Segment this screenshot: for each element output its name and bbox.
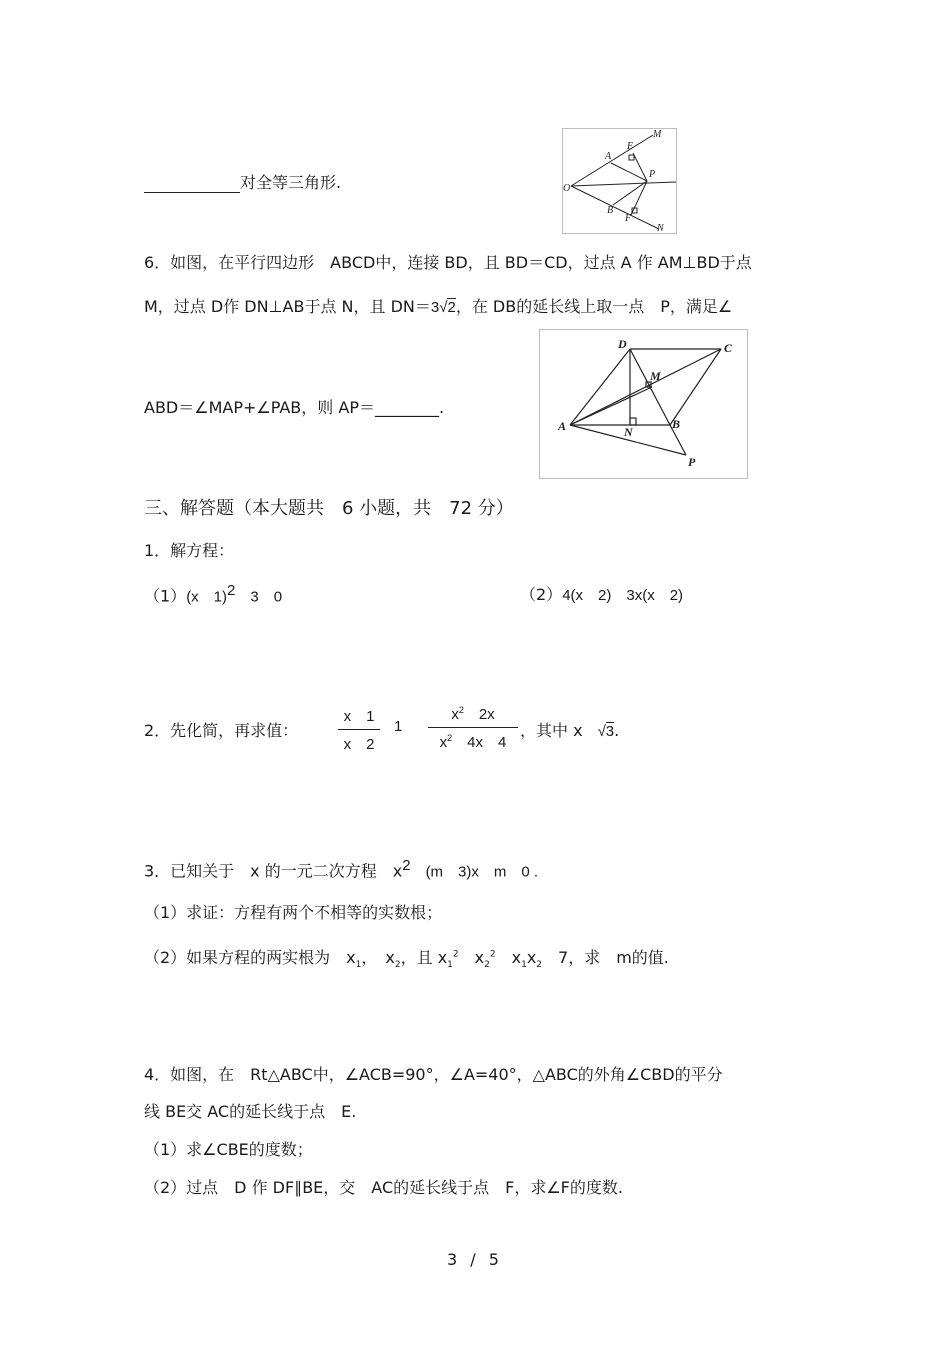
figure-parallelogram-drawing xyxy=(540,330,747,478)
p2-f2-num-a: x xyxy=(451,706,459,723)
q6-line-2a: M，过点 D作 DN⊥AB于点 N，且 DN＝ xyxy=(144,297,431,316)
q6-line-1: 6．如图，在平行四边形 ABCD中，连接 BD，且 BD＝CD，过点 A 作 AM⊥BD于点 xyxy=(144,253,752,272)
page-number: 3 / 5 xyxy=(447,1250,503,1269)
dn-coef: 3 xyxy=(430,299,440,316)
p4-line-4: （2）过点 D 作 DF∥BE，交 AC的延长线于点 F，求∠F的度数. xyxy=(144,1178,623,1197)
p3-line-3d: x xyxy=(458,948,485,967)
p4-line-3: （1）求∠CBE的度数； xyxy=(144,1140,313,1159)
p3-sub-2: 2 xyxy=(394,960,401,971)
p2-fraction-2 xyxy=(428,703,518,752)
p3-line-3c: ，且 x xyxy=(400,948,448,967)
p3-sub-2c: 2 xyxy=(536,960,543,971)
figure-angle-bisector xyxy=(562,128,677,234)
p2-f2-num-b: 2x xyxy=(463,706,495,723)
p3-sup-2b: 2 xyxy=(489,949,496,960)
p3-line-3g: 7，求 m的值. xyxy=(542,948,669,967)
q6-line-2 xyxy=(144,294,732,317)
answer-blank xyxy=(144,173,240,193)
p3-line-1a: 3．已知关于 x 的一元二次方程 x xyxy=(144,861,403,881)
q6-line-2b: ，在 DB的延长线上取一点 P，满足∠ xyxy=(455,297,733,316)
p3-line-2: （1）求证：方程有两个不相等的实数根； xyxy=(144,903,443,922)
p2-fraction-1 xyxy=(338,705,380,754)
p1-eq2-label: （2） xyxy=(520,585,563,604)
label-N: N xyxy=(624,425,633,439)
p2-suffix xyxy=(520,718,619,741)
fraction-bar xyxy=(338,729,380,730)
dn-radicand: 2 xyxy=(447,299,456,316)
figure-angle-bisector-drawing xyxy=(563,129,676,233)
label-B: B xyxy=(672,417,681,431)
p3-sub-1b: 1 xyxy=(447,960,453,971)
figure-parallelogram xyxy=(539,329,748,479)
label-D: D xyxy=(618,337,627,351)
p3-sub-1c: 1 xyxy=(521,960,527,971)
p2-f1-den: x 2 xyxy=(343,736,375,753)
label-E: E xyxy=(627,141,634,152)
p2-f2-num-sup: 2 xyxy=(458,705,464,715)
p3-line-1 xyxy=(144,857,538,881)
label-M: M xyxy=(653,129,662,140)
p1-eq1 xyxy=(144,582,282,606)
p1-title: 1．解方程： xyxy=(144,541,235,560)
p2-val: 3 xyxy=(605,723,615,740)
p4-line-1: 4．如图，在 Rt△ABC中，∠ACB=90°，∠A=40°，△ABC的外角∠CBD的平分 xyxy=(144,1065,723,1084)
label-O: O xyxy=(563,183,571,194)
p3-line-3b: ， x xyxy=(361,948,395,967)
p2-f2-den-b: 4x 4 xyxy=(452,734,507,751)
p2-f2-num xyxy=(428,703,518,724)
q6-line-3: ABD＝∠MAP+∠PAB，则 AP＝________. xyxy=(144,398,445,417)
section-heading: 三、解答题（本大题共 6 小题，共 72 分） xyxy=(144,498,514,519)
p1-eq1-tail: 3 0 xyxy=(235,588,283,606)
sqrt-sign: √ xyxy=(582,723,606,740)
p1-eq1-sup: 2 xyxy=(227,582,236,599)
p2-f2-den xyxy=(428,731,518,752)
sqrt-sign: √ xyxy=(439,299,448,316)
p3-line-1b: (m 3)x m 0 . xyxy=(410,863,539,881)
q5-tail-text: 对全等三角形. xyxy=(240,173,342,192)
label-A: A xyxy=(558,419,567,433)
q5-answer-line xyxy=(144,170,341,193)
p2-suffix-text: ，其中 x xyxy=(520,721,583,740)
fraction-bar xyxy=(428,727,518,728)
label-A: A xyxy=(605,151,612,162)
p1-eq2-expr: 4(x 2) 3x(x 2) xyxy=(562,587,684,604)
label-B: B xyxy=(607,205,614,216)
p2-end: . xyxy=(614,721,620,740)
p2-f1-num: x 1 xyxy=(343,708,375,725)
p4-line-2: 线 BE交 AC的延长线于点 E. xyxy=(144,1102,357,1121)
label-M: M xyxy=(650,369,661,383)
p3-sub-2b: 2 xyxy=(484,960,490,971)
label-P: P xyxy=(649,169,656,180)
p2-one: 1 xyxy=(394,718,403,735)
label-N: N xyxy=(657,223,664,233)
label-P: P xyxy=(688,455,696,469)
label-F: F xyxy=(625,213,632,224)
p1-eq2 xyxy=(520,582,683,605)
p2-f2-den-a: x xyxy=(439,734,448,751)
p2-prefix: 2．先化简，再求值： xyxy=(144,721,299,740)
p3-line-3e: x xyxy=(495,948,522,967)
p3-line-3 xyxy=(144,945,669,970)
dn-value xyxy=(431,298,456,316)
p1-eq1-label: （1） xyxy=(144,586,187,606)
p3-sub-1: 1 xyxy=(355,960,362,971)
p1-eq1-expr: (x 1) xyxy=(186,588,228,606)
p3-line-3f: x xyxy=(526,948,537,967)
p3-line-3a: （2）如果方程的两实根为 x xyxy=(144,948,356,967)
label-C: C xyxy=(724,341,733,355)
p3-sup-2: 2 xyxy=(452,949,459,960)
p2-f2-den-sup: 2 xyxy=(447,733,453,743)
p3-line-1-sup: 2 xyxy=(402,857,411,874)
